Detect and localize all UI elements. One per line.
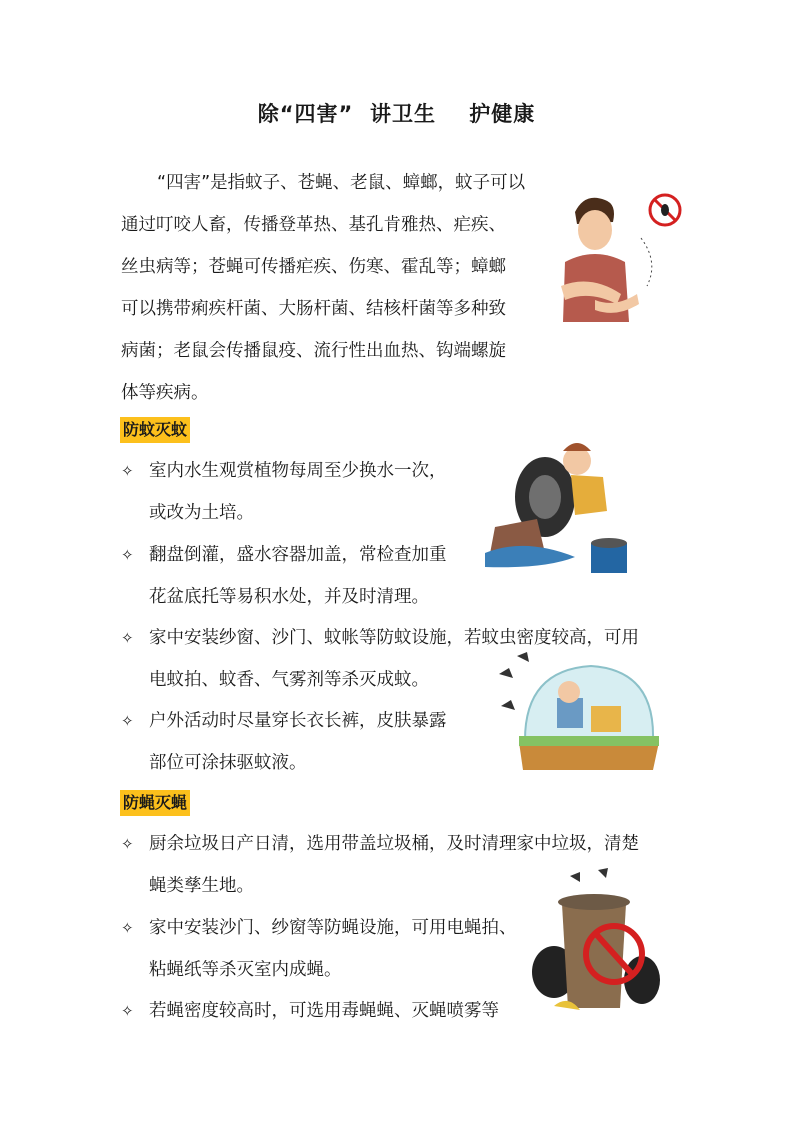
list-item [121,450,447,534]
bullet-star-icon: ✧ [121,919,134,937]
bullet-star-icon: ✧ [121,712,134,730]
list-item-text: 翻盘倒灌，盛水容器加盖，常检查加重 [149,545,447,565]
intro-line: 体等疾病。 [121,383,209,403]
mosquito-net-illustration [495,650,665,785]
trash-prohibit-illustration [532,868,662,1018]
bullet-star-icon: ✧ [121,1002,134,1020]
list-item-text: 蝇类孳生地。 [149,876,254,896]
list-item-text: 户外活动时尽量穿长衣长裤，皮肤暴露 [149,711,447,731]
list-item-text: 家中安装纱窗、沙门、蚊帐等防蚊设施，若蚊虫密度较高，可用 [149,628,639,648]
intro-line: 丝虫病等；苍蝇可传播疟疾、伤寒、霍乱等；蟑螂 [121,257,506,277]
section-heading-mosquito: 防蚊灭蚊 [120,417,190,443]
intro-line: “四害”是指蚊子、苍蝇、老鼠、蟑螂，蚊子可以 [157,173,526,193]
list-item [121,907,517,991]
list-item-text: 厨余垃圾日产日清，选用带盖垃圾桶，及时清理家中垃圾，清楚 [149,834,639,854]
list-item-text: 家中安装沙门、纱窗等防蝇设施，可用电蝇拍、 [149,918,517,938]
list-item-text: 部位可涂抹驱蚊液。 [149,753,307,773]
intro-line: 通过叮咬人畜，传播登革热、基孔肯雅热、疟疾、 [121,215,506,235]
section-heading-fly: 防蝇灭蝇 [120,790,190,816]
bullet-star-icon: ✧ [121,629,134,647]
page-title: 除“四害” 讲卫生 护健康 [257,102,536,126]
list-item-text: 或改为土培。 [149,503,254,523]
man-scratching-illustration [555,182,695,332]
list-item [121,700,447,784]
list-item-text: 花盆底托等易积水处，并及时清理。 [149,587,429,607]
bullet-star-icon: ✧ [121,462,134,480]
bullet-star-icon: ✧ [121,546,134,564]
intro-paragraph [121,162,541,414]
intro-line: 病菌；老鼠会传播鼠疫、流行性出血热、钩端螺旋 [121,341,506,361]
list-item-text: 室内水生观赏植物每周至少换水一次， [149,461,447,481]
list-item [121,990,499,1032]
list-item-text: 若蝇密度较高时，可选用毒蝇蝇、灭蝇喷雾等 [149,1001,499,1021]
boy-tire-illustration [485,435,655,585]
bullet-star-icon: ✧ [121,835,134,853]
list-item-text: 电蚊拍、蚊香、气雾剂等杀灭成蚊。 [149,670,429,690]
list-item [121,534,447,618]
list-item-text: 粘蝇纸等杀灭室内成蝇。 [149,960,342,980]
intro-line: 可以携带痢疾杆菌、大肠杆菌、结核杆菌等多种致 [121,299,506,319]
